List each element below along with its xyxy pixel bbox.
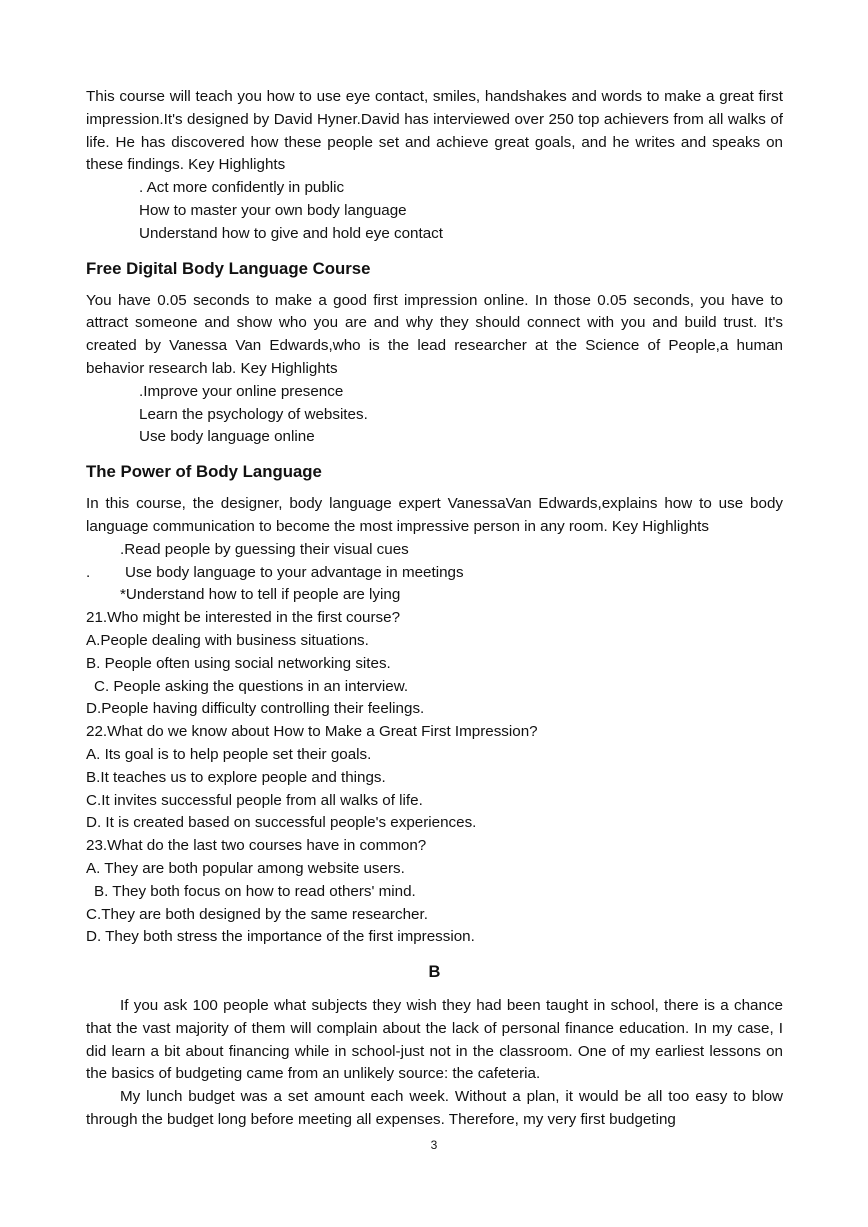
- question-21-option-c: C. People asking the questions in an interview.: [94, 677, 409, 695]
- question-21-option-d: D.People having difficulty controlling their feelings.: [86, 700, 425, 718]
- question-21-option-b: B. People often using social networking sites.: [86, 654, 391, 672]
- course3-highlight-3: *Understand how to tell if people are lying: [120, 586, 401, 604]
- course2-heading: Free Digital Body Language Course: [86, 258, 371, 278]
- section-b-paragraph-1: If you ask 100 people what subjects they wish they had been taught in school, there is a chance that the vast majority of them will complain about the lack of personal finance education. In my case, I did learn a bit about financing while in school-just not in the classroom. One of my earliest lessons on the basics of budgeting came from an unlikely source: the cafeteria.: [86, 997, 783, 1083]
- section-b-label: B: [428, 963, 441, 982]
- question-21: 21.Who might be interested in the first course?: [86, 609, 401, 627]
- question-22: 22.What do we know about How to Make a Great First Impression?: [86, 723, 538, 741]
- course3-description: In this course, the designer, body language expert VanessaVan Edwards,explains how to use body language communication to become the most impressive person in any room. Key Highlights: [86, 495, 783, 535]
- course2-description: You have 0.05 seconds to make a good first impression online. In those 0.05 seconds, you have to attract someone and show who you are and why they should connect with you and build trust. It's created by Vanessa Van Edwards,who is the lead researcher at the Science of People,a human behavior research lab. Key Highlights: [86, 291, 783, 377]
- question-23-option-b: B. They both focus on how to read others' mind.: [94, 882, 416, 900]
- course3-highlight-1: .Read people by guessing their visual cues: [120, 540, 409, 558]
- question-22-option-d: D. It is created based on successful people's experiences.: [86, 814, 477, 832]
- question-22-option-b: B.It teaches us to explore people and things.: [86, 768, 386, 786]
- course3-highlight-2-row: [86, 562, 783, 585]
- section-b-paragraph-2: My lunch budget was a set amount each week. Without a plan, it would be all too easy to blow through the budget long before meeting all expenses. Therefore, my very first budgeting: [86, 1088, 783, 1129]
- question-21-option-a: A.People dealing with business situations.: [86, 631, 369, 649]
- page-number: 3: [430, 1138, 438, 1152]
- question-22-option-a: A. Its goal is to help people set their goals.: [86, 745, 372, 763]
- course3-heading: The Power of Body Language: [86, 462, 322, 482]
- question-23-option-c: C.They are both designed by the same researcher.: [86, 905, 428, 923]
- course2-highlight-1: .Improve your online presence: [139, 382, 344, 400]
- question-23: 23.What do the last two courses have in common?: [86, 837, 427, 855]
- page-content: [86, 86, 783, 1132]
- course1-highlight-1: . Act more confidently in public: [139, 179, 345, 197]
- bullet-dot: .: [86, 563, 91, 581]
- course3-highlight-2: Use body language to your advantage in meetings: [125, 563, 464, 581]
- course1-highlight-3: Understand how to give and hold eye contact: [139, 224, 443, 242]
- course2-highlight-2: Learn the psychology of websites.: [139, 405, 368, 423]
- question-23-option-d: D. They both stress the importance of the first impression.: [86, 928, 475, 946]
- question-23-option-a: A. They are both popular among website users.: [86, 859, 405, 877]
- course1-description: This course will teach you how to use eye contact, smiles, handshakes and words to make a great first impression.It's designed by David Hyner.David has interviewed over 250 top achievers from all walks of life. He has discovered how these people set and achieve great goals, and he writes and speaks on these findings. Key Highlights: [86, 88, 783, 174]
- question-22-option-c: C.It invites successful people from all walks of life.: [86, 791, 423, 809]
- course2-highlight-3: Use body language online: [139, 428, 315, 446]
- course1-highlight-2: How to master your own body language: [139, 201, 407, 219]
